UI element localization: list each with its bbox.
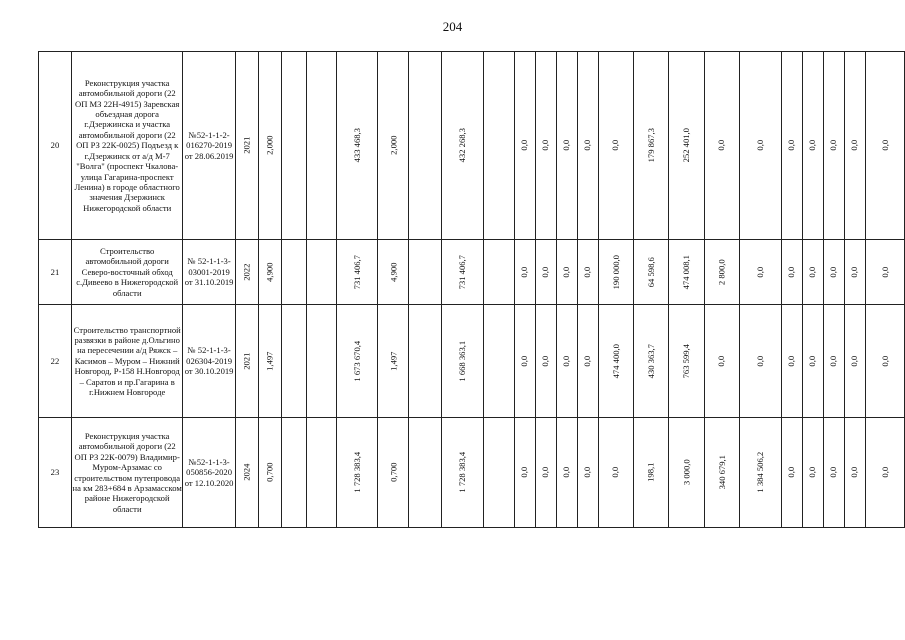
empty-cell <box>409 52 442 240</box>
remaining-cost-cell-text: 432 268,3 <box>457 128 468 163</box>
financing-value-cell-text: 0,0 <box>786 467 797 478</box>
financing-value-cell-text: 2 800,0 <box>716 259 727 285</box>
financing-value-cell <box>556 305 577 418</box>
permit-cell: №52-1-1-3-050856-2020 от 12.10.2020 <box>183 418 235 528</box>
financing-value-cell <box>740 240 782 305</box>
financing-value-cell <box>598 52 633 240</box>
financing-value-cell <box>865 418 904 528</box>
object-name-cell: Строительство автомобильной дороги Северо-восточный обход с.Дивеево в Нижегородской области <box>71 240 183 305</box>
year-cell-text: 2021 <box>241 136 252 155</box>
financing-value-cell-text: 0,0 <box>561 467 572 478</box>
empty-cell <box>484 240 515 305</box>
estimated-cost-cell-text: 731 406,7 <box>351 254 362 290</box>
financing-value-cell-text: 0,0 <box>610 467 621 478</box>
financing-value-cell-text: 0,0 <box>828 140 839 151</box>
financing-value-cell-text: 0,0 <box>716 355 727 367</box>
financing-value-cell-text: 0,0 <box>582 355 593 367</box>
length-cell-text: 2,000 <box>264 135 275 156</box>
financing-value-cell <box>577 418 598 528</box>
length-cell <box>258 418 281 528</box>
empty-cell <box>484 418 515 528</box>
financing-value-cell <box>740 305 782 418</box>
length-cell-text: 0,700 <box>388 462 399 483</box>
length-cell <box>258 305 281 418</box>
estimated-cost-cell <box>336 52 378 240</box>
row-number-cell: 22 <box>39 305 72 418</box>
financing-value-cell <box>669 52 704 240</box>
financing-value-cell <box>781 240 802 305</box>
financing-value-cell <box>844 305 865 418</box>
financing-value-cell-text: 1 384 506,2 <box>755 452 766 493</box>
remaining-cost-cell <box>442 52 484 240</box>
empty-cell <box>306 52 336 240</box>
object-name-cell: Реконструкция участка автомобильной дороги (22 ОП МЗ 22Н-4915) Заревская объездная дорога г.Дзержинска и участка автомобильной дороги (22 ОП РЗ 22К-0025) Подъезд к г.Дзержинск от а/д М-7 "Волга" (проспект Чкалова-улица Гагарина-проспект Ленина) в городе областного значения Дзержинск Нижегородской области <box>71 52 183 240</box>
remaining-cost-cell <box>442 305 484 418</box>
financing-value-cell <box>598 240 633 305</box>
financing-value-cell <box>514 305 535 418</box>
financing-value-cell <box>865 52 904 240</box>
financing-value-cell <box>844 418 865 528</box>
financing-value-cell-text: 198,1 <box>645 462 656 483</box>
financing-value-cell-text: 0,0 <box>519 355 530 367</box>
financing-value-cell <box>577 52 598 240</box>
financing-value-cell <box>865 305 904 418</box>
year-cell <box>235 418 258 528</box>
financing-value-cell <box>669 305 704 418</box>
estimated-cost-cell-text: 1 728 383,4 <box>351 452 362 493</box>
financing-value-cell <box>802 52 823 240</box>
estimated-cost-cell-text: 433 468,3 <box>351 128 362 163</box>
financing-value-cell <box>704 240 739 305</box>
financing-value-cell <box>598 305 633 418</box>
year-cell-text: 2022 <box>241 263 252 281</box>
financing-value-cell-text: 430 363,7 <box>645 343 656 379</box>
financing-value-cell <box>535 240 556 305</box>
length-cell-text: 1,497 <box>264 351 275 371</box>
financing-value-cell-text: 0,0 <box>807 140 818 151</box>
row-number-cell: 20 <box>39 52 72 240</box>
financing-value-cell <box>865 240 904 305</box>
remaining-cost-cell-text: 1 668 363,1 <box>457 340 468 382</box>
financing-value-cell <box>704 305 739 418</box>
financing-value-cell <box>740 418 782 528</box>
financing-value-cell-text: 0,0 <box>849 355 860 367</box>
year-cell-text: 2021 <box>241 352 252 370</box>
financing-value-cell <box>704 418 739 528</box>
financing-value-cell <box>823 305 844 418</box>
empty-cell <box>282 418 307 528</box>
length-cell-text: 2,000 <box>388 135 399 156</box>
financing-value-cell-text: 0,0 <box>561 355 572 367</box>
year-cell <box>235 305 258 418</box>
financing-value-cell <box>633 52 668 240</box>
estimated-cost-cell <box>336 418 378 528</box>
investment-table <box>38 51 905 528</box>
financing-value-cell-text: 64 598,6 <box>645 256 656 288</box>
financing-value-cell-text: 0,0 <box>755 266 766 278</box>
length-cell <box>258 240 281 305</box>
financing-value-cell-text: 0,0 <box>610 140 621 151</box>
financing-value-cell-text: 0,0 <box>849 140 860 151</box>
length-cell-text: 4,900 <box>264 262 275 282</box>
financing-value-cell <box>823 240 844 305</box>
financing-value-cell-text: 0,0 <box>879 355 890 367</box>
empty-cell <box>484 52 515 240</box>
financing-value-cell <box>802 305 823 418</box>
financing-value-cell <box>781 418 802 528</box>
financing-value-cell-text: 474 008,1 <box>681 254 692 290</box>
financing-value-cell <box>514 418 535 528</box>
empty-cell <box>306 305 336 418</box>
empty-cell <box>409 240 442 305</box>
financing-value-cell-text: 0,0 <box>540 467 551 478</box>
length-cell <box>378 305 409 418</box>
financing-value-cell-text: 0,0 <box>519 140 530 151</box>
empty-cell <box>282 52 307 240</box>
financing-value-cell <box>535 305 556 418</box>
financing-value-cell-text: 0,0 <box>849 266 860 278</box>
financing-value-cell-text: 340 679,1 <box>716 455 727 490</box>
estimated-cost-cell <box>336 305 378 418</box>
financing-value-cell-text: 0,0 <box>786 140 797 151</box>
financing-value-cell <box>669 240 704 305</box>
financing-value-cell <box>535 52 556 240</box>
financing-value-cell <box>669 418 704 528</box>
remaining-cost-cell <box>442 418 484 528</box>
financing-value-cell-text: 0,0 <box>582 467 593 478</box>
empty-cell <box>282 305 307 418</box>
financing-value-cell-text: 0,0 <box>561 266 572 278</box>
financing-value-cell <box>704 52 739 240</box>
table-row <box>39 240 905 305</box>
financing-value-cell <box>802 240 823 305</box>
financing-value-cell-text: 0,0 <box>879 140 890 151</box>
length-cell-text: 1,497 <box>388 351 399 371</box>
permit-cell: № 52-1-1-3-03001-2019 от 31.10.2019 <box>183 240 235 305</box>
financing-value-cell-text: 179 867,3 <box>645 128 656 163</box>
financing-value-cell-text: 0,0 <box>540 355 551 367</box>
empty-cell <box>306 240 336 305</box>
financing-value-cell <box>633 240 668 305</box>
financing-value-cell <box>844 52 865 240</box>
financing-value-cell <box>633 305 668 418</box>
empty-cell <box>409 305 442 418</box>
length-cell <box>378 240 409 305</box>
year-cell-text: 2024 <box>241 463 252 482</box>
row-number-cell: 23 <box>39 418 72 528</box>
financing-value-cell <box>535 418 556 528</box>
financing-value-cell <box>577 240 598 305</box>
financing-value-cell-text: 474 400,0 <box>610 343 621 379</box>
remaining-cost-cell-text: 731 406,7 <box>457 254 468 290</box>
empty-cell <box>282 240 307 305</box>
financing-value-cell <box>781 305 802 418</box>
financing-value-cell-text: 0,0 <box>807 266 818 278</box>
financing-value-cell <box>556 52 577 240</box>
financing-value-cell <box>598 418 633 528</box>
financing-value-cell-text: 0,0 <box>519 266 530 278</box>
table-row <box>39 418 905 528</box>
financing-value-cell-text: 190 000,0 <box>610 254 621 290</box>
financing-value-cell <box>514 240 535 305</box>
object-name-cell: Строительство транспортной развязки в районе д.Ольгино на пересечении а/д Ряжск – Касимов – Муром – Нижний Новгород, Р-158 Н.Новгород – Саратов и пр.Гагарина в г.Нижнем Новгороде <box>71 305 183 418</box>
length-cell-text: 4,900 <box>388 262 399 282</box>
financing-value-cell-text: 0,0 <box>519 467 530 478</box>
financing-value-cell-text: 0,0 <box>561 140 572 151</box>
row-number-cell: 21 <box>39 240 72 305</box>
financing-value-cell-text: 0,0 <box>828 355 839 367</box>
financing-value-cell-text: 0,0 <box>828 467 839 478</box>
financing-value-cell <box>740 52 782 240</box>
length-cell <box>378 418 409 528</box>
financing-value-cell <box>781 52 802 240</box>
financing-value-cell-text: 0,0 <box>807 355 818 367</box>
object-name-cell: Реконструкция участка автомобильной дороги (22 ОП РЗ 22К-0079) Владимир-Муром-Арзамас со строительством путепровода на км 283+684 в Арзамасском районе Нижегородской области <box>71 418 183 528</box>
financing-value-cell-text: 0,0 <box>786 355 797 367</box>
financing-value-cell-text: 0,0 <box>849 467 860 478</box>
financing-value-cell-text: 0,0 <box>879 467 890 478</box>
financing-value-cell-text: 0,0 <box>582 266 593 278</box>
length-cell <box>378 52 409 240</box>
financing-value-cell <box>633 418 668 528</box>
empty-cell <box>306 418 336 528</box>
page-number: 204 <box>442 19 463 34</box>
length-cell-text: 0,700 <box>264 462 275 483</box>
table-row <box>39 305 905 418</box>
financing-value-cell-text: 763 599,4 <box>681 343 692 379</box>
permit-cell: № 52-1-1-3-026304-2019 от 30.10.2019 <box>183 305 235 418</box>
permit-cell: №52-1-1-2-016270-2019 от 28.06.2019 <box>183 52 235 240</box>
financing-value-cell-text: 0,0 <box>755 140 766 151</box>
financing-value-cell-text: 0,0 <box>540 266 551 278</box>
financing-value-cell-text: 0,0 <box>716 140 727 151</box>
length-cell <box>258 52 281 240</box>
financing-value-cell-text: 252 401,0 <box>681 128 692 163</box>
financing-value-cell <box>844 240 865 305</box>
financing-value-cell <box>577 305 598 418</box>
financing-value-cell-text: 0,0 <box>807 467 818 478</box>
remaining-cost-cell <box>442 240 484 305</box>
year-cell <box>235 52 258 240</box>
financing-value-cell-text: 0,0 <box>828 266 839 278</box>
empty-cell <box>409 418 442 528</box>
financing-value-cell <box>823 418 844 528</box>
estimated-cost-cell <box>336 240 378 305</box>
financing-value-cell <box>823 52 844 240</box>
financing-value-cell-text: 3 000,0 <box>681 459 692 486</box>
empty-cell <box>484 305 515 418</box>
financing-value-cell-text: 0,0 <box>582 140 593 151</box>
table-row <box>39 52 905 240</box>
financing-value-cell-text: 0,0 <box>879 266 890 278</box>
year-cell <box>235 240 258 305</box>
financing-value-cell-text: 0,0 <box>786 266 797 278</box>
financing-value-cell <box>556 418 577 528</box>
estimated-cost-cell-text: 1 673 670,4 <box>351 340 362 382</box>
remaining-cost-cell-text: 1 728 383,4 <box>457 452 468 493</box>
financing-value-cell <box>556 240 577 305</box>
financing-value-cell <box>802 418 823 528</box>
financing-value-cell-text: 0,0 <box>540 140 551 151</box>
financing-value-cell-text: 0,0 <box>755 355 766 367</box>
financing-value-cell <box>514 52 535 240</box>
